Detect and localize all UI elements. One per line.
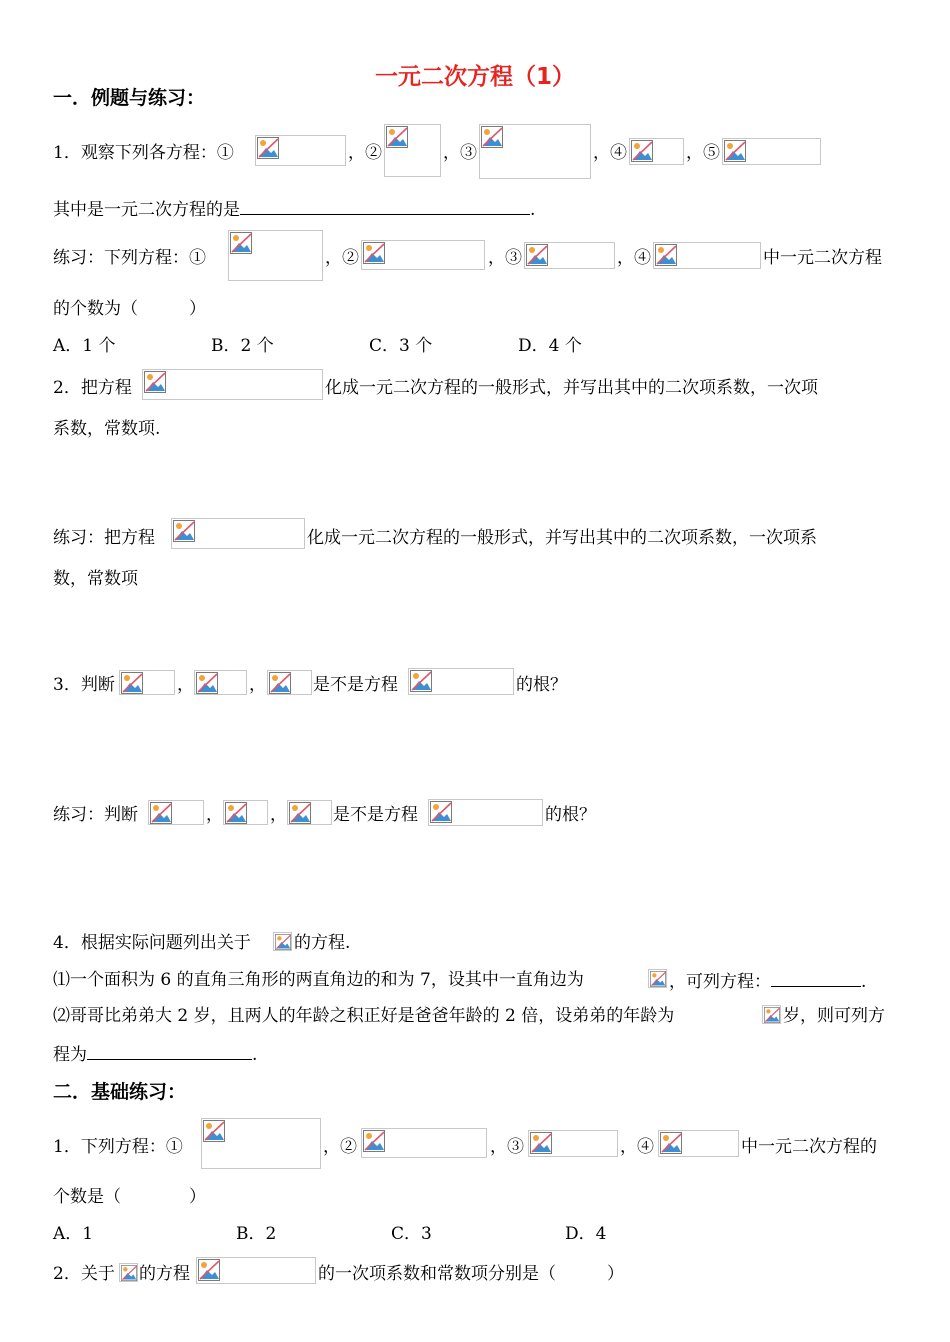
b1-line2: 个数是（ ） [53,1187,206,1207]
equation-image [194,670,247,695]
equation-image [267,670,312,695]
equation-image [384,124,441,177]
broken-image-icon [257,137,279,159]
q4-s2-line2 [53,1042,257,1066]
broken-image-icon [198,1259,220,1281]
q1-sep: ，④ [593,143,627,163]
q4-s1-a: ⑴一个面积为 6 的直角三角形的两直角边的和为 7，设其中一直角边为 [53,970,584,990]
equation-image [287,800,332,825]
option-d: D．4 个 [518,336,582,356]
b2-tail: 的一次项系数和常数项分别是（ ） [318,1264,624,1284]
q4-s1-b: ，可列方程： [669,972,771,992]
broken-image-icon [660,1132,682,1154]
b1-sep: ，③ [490,1137,524,1157]
q1-answer-lead: 其中是一元二次方程的是 [53,200,240,220]
broken-image-icon [289,802,311,824]
q3-sep: ， [177,675,194,695]
broken-image-icon [650,971,666,987]
equation-image [408,668,514,695]
b2-lead: 2．关于 [53,1264,115,1284]
b1-lead: 1．下列方程：① [53,1137,183,1157]
p3-lead: 练习：判断 [53,805,138,825]
broken-image-icon [386,126,408,148]
equation-image [722,138,821,165]
variable-image [273,932,292,951]
broken-image-icon [363,242,385,264]
q3-tail: 的根？ [516,675,567,695]
q4-s2-a: ⑵哥哥比弟弟大 2 岁，且两人的年龄之积正好是爸爸年龄的 2 倍，设弟弟的年龄为 [53,1006,675,1026]
equation-image [201,1118,321,1169]
broken-image-icon [655,244,677,266]
equation-image [629,138,684,165]
broken-image-icon [269,672,291,694]
p1-line2: 的个数为（ ） [53,299,206,319]
q4-s1-line [669,969,866,993]
q2-line2: 系数，常数项. [53,419,161,439]
p1-sep: ，④ [617,248,651,268]
p1-sep: ，③ [488,248,522,268]
section-heading-2: 二．基础练习： [53,1081,187,1103]
broken-image-icon [631,140,653,162]
option-d: D．4 [565,1224,607,1244]
p3-tail: 的根？ [545,805,596,825]
equation-image [142,369,323,400]
q1-lead: 1．观察下列各方程：① [53,143,234,163]
equation-image [148,800,204,825]
broken-image-icon [196,672,218,694]
answer-blank[interactable] [240,197,530,215]
p1-lead: 练习：下列方程：① [53,248,206,268]
section-heading-1: 一．例题与练习： [53,87,206,109]
equation-image [196,1257,316,1284]
broken-image-icon [363,1130,385,1152]
q3-mid: 是不是方程 [313,675,398,695]
p2-lead: 练习：把方程 [53,528,155,548]
equation-image [171,518,305,549]
option-b: B．2 [236,1224,277,1244]
equation-image [524,242,615,269]
variable-image [119,1263,138,1282]
equation-image [223,800,268,825]
equation-image [528,1130,618,1157]
broken-image-icon [530,1132,552,1154]
p1-sep: ，② [325,248,359,268]
q4-s2-b: 岁，则可列方 [783,1006,885,1026]
broken-image-icon [764,1007,780,1023]
broken-image-icon [150,802,172,824]
q4-s2-end: . [252,1045,258,1065]
equation-image [119,670,175,695]
equation-image [658,1130,739,1157]
option-b: B．2 个 [211,336,274,356]
equation-image [479,124,591,179]
equation-image [361,240,485,270]
q3-sep: ， [249,675,266,695]
broken-image-icon [144,371,166,393]
answer-blank[interactable] [87,1042,252,1060]
option-c: C．3 [391,1224,432,1244]
equation-image [228,230,323,281]
variable-image [648,969,667,988]
q1-sep: ，③ [443,143,477,163]
b2-mid: 的方程 [139,1264,190,1284]
equation-image [255,135,346,166]
option-a: A．1 个 [53,336,116,356]
p3-mid: 是不是方程 [333,805,418,825]
q1-sep: ，⑤ [686,143,720,163]
broken-image-icon [173,520,195,542]
broken-image-icon [526,244,548,266]
option-a: A．1 [53,1224,94,1244]
q3-lead: 3．判断 [53,675,115,695]
equation-image [653,242,761,269]
q2-lead: 2．把方程 [53,378,132,398]
broken-image-icon [430,801,452,823]
p1-tail: 中一元二次方程 [763,248,882,268]
p3-sep: ， [206,805,223,825]
p2-line2: 数，常数项 [53,569,138,589]
page-title: 一元二次方程（1） [374,64,575,90]
q1-answer-line [53,197,535,221]
answer-blank[interactable] [771,969,861,987]
broken-image-icon [275,934,291,950]
b1-tail: 中一元二次方程的 [741,1137,877,1157]
option-c: C．3 个 [369,336,433,356]
broken-image-icon [121,1265,137,1281]
p2-tail: 化成一元二次方程的一般形式，并写出其中的二次项系数，一次项系 [307,528,817,548]
q4-lead-tail: 的方程. [294,933,351,953]
q4-lead: 4．根据实际问题列出关于 [53,933,251,953]
broken-image-icon [230,232,252,254]
b1-sep: ，② [323,1137,357,1157]
broken-image-icon [410,670,432,692]
q4-s1-end: . [861,972,867,992]
broken-image-icon [481,126,503,148]
q2-tail: 化成一元二次方程的一般形式，并写出其中的二次项系数，一次项 [325,378,818,398]
p3-sep: ， [270,805,287,825]
variable-image [762,1005,781,1024]
broken-image-icon [225,802,247,824]
broken-image-icon [121,672,143,694]
equation-image [361,1128,487,1158]
q1-sep: ，② [348,143,382,163]
broken-image-icon [203,1120,225,1142]
b1-sep: ，④ [620,1137,654,1157]
q4-s2-lead: 程为 [53,1045,87,1065]
broken-image-icon [724,140,746,162]
equation-image [428,799,543,826]
q1-answer-end: . [530,200,536,220]
